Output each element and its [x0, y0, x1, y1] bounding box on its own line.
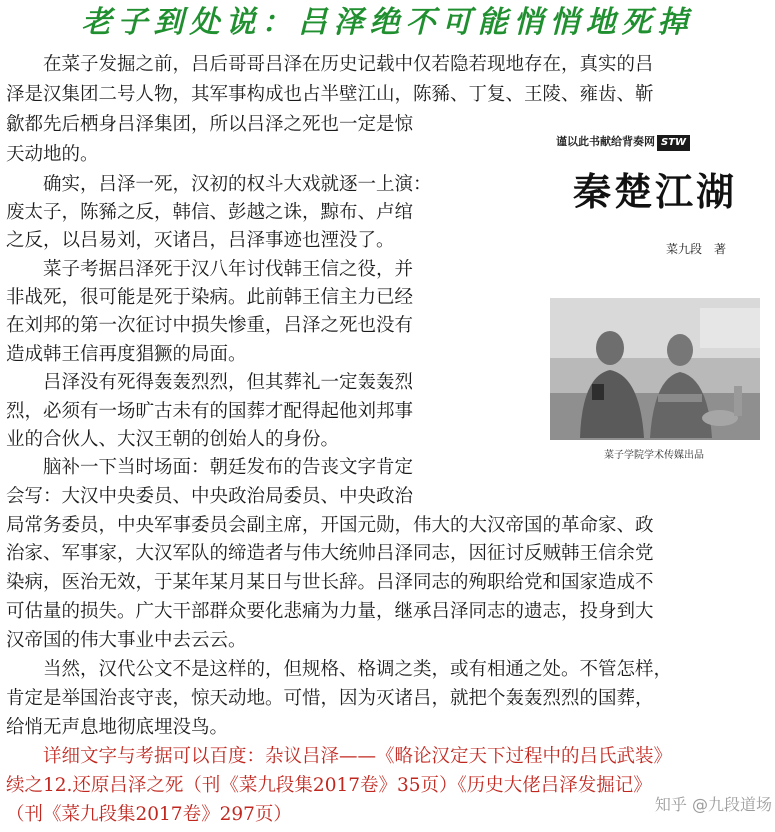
body-line: 染病，医治无效，于某年某月某日与世长辞。吕泽同志的殉职给党和国家造成不 — [6, 572, 654, 593]
body-line: 烈，必须有一场旷古未有的国葬才配得起他刘邦事 — [6, 401, 414, 422]
body-line: 肯定是举国治丧守丧，惊天动地。可惜，因为灭诸吕，就把个轰轰烈烈的国葬， — [6, 688, 654, 709]
body-line: 会写：大汉中央委员、中央政治局委员、中央政治 — [6, 486, 414, 507]
cover-photo — [550, 298, 760, 440]
body-line: 泽是汉集团二号人物，其军事构成也占半壁江山，陈豨、丁复、王陵、雍齿、靳 — [6, 84, 654, 105]
body-line: 吕泽没有死得轰轰烈烈，但其葬礼一定轰轰烈 — [6, 372, 414, 393]
body-line: 废太子，陈豨之反，韩信、彭越之诛，黥布、卢绾 — [6, 202, 414, 223]
body-line: 局常务委员，中央军事委员会副主席，开国元勋，伟大的大汉帝国的革命家、政 — [6, 515, 654, 536]
cover-badge: STW — [657, 135, 690, 151]
watermark: 知乎 @九段道场 — [654, 795, 772, 814]
body-line: 天动地的。 — [6, 144, 99, 165]
body-line: 菜子考据吕泽死于汉八年讨伐韩王信之役，并 — [6, 259, 414, 280]
book-cover — [536, 128, 772, 472]
body-line: 在菜子发掘之前，吕后哥哥吕泽在历史记载中仅若隐若现地存在，真实的吕 — [6, 54, 654, 75]
body-line: 造成韩王信再度猖獗的局面。 — [6, 344, 247, 365]
body-line: 之反，以吕易刘，灭诸吕，吕泽事迹也湮没了。 — [6, 230, 395, 251]
body-line: 歙都先后栖身吕泽集团，所以吕泽之死也一定是惊 — [6, 114, 414, 135]
reference-line: 详细文字与考据可以百度：杂议吕泽——《略论汉定天下过程中的吕氏武装》 — [6, 746, 673, 767]
body-line: 脑补一下当时场面：朝廷发布的告丧文字肯定 — [6, 457, 414, 478]
body-line: 业的合伙人、大汉王朝的创始人的身份。 — [6, 429, 340, 450]
body-line: 确实，吕泽一死，汉初的权斗大戏就逐一上演： — [6, 174, 432, 195]
cover-tagline — [556, 134, 746, 150]
body-line: 在刘邦的第一次征讨中损失惨重，吕泽之死也没有 — [6, 315, 414, 336]
body-line: 给悄无声息地彻底埋没鸟。 — [6, 717, 229, 738]
cover-author: 菜九段 著 — [666, 242, 727, 256]
article-title: 老子到处说：吕泽绝不可能悄悄地死掉 — [81, 5, 694, 40]
reference-line: （刊《菜九段集2017卷》297页） — [6, 804, 292, 825]
body-line: 可估量的损失。广大干部群众要化悲痛为力量，继承吕泽同志的遗志，投身到大 — [6, 601, 654, 622]
body-line: 非战死，很可能是死于染病。此前韩王信主力已经 — [6, 287, 414, 308]
cover-title: 秦楚江湖 — [572, 169, 737, 214]
body-line: 汉帝国的伟大事业中去云云。 — [6, 630, 247, 651]
cover-tagline-text: 谨以此书献给背奏网 — [556, 135, 655, 148]
body-line: 当然，汉代公文不是这样的，但规格、格调之类，或有相通之处。不管怎样， — [6, 659, 673, 680]
photo-illustration — [550, 298, 760, 440]
body-line: 治家、军事家，大汉军队的缔造者与伟大统帅吕泽同志，因征讨反贼韩王信余党 — [6, 543, 654, 564]
reference-line: 续之12.还原吕泽之死（刊《菜九段集2017卷》35页）《历史大佬吕泽发掘记》 — [6, 775, 652, 796]
cover-publisher: 菜子学院学术传媒出品 — [604, 450, 704, 461]
